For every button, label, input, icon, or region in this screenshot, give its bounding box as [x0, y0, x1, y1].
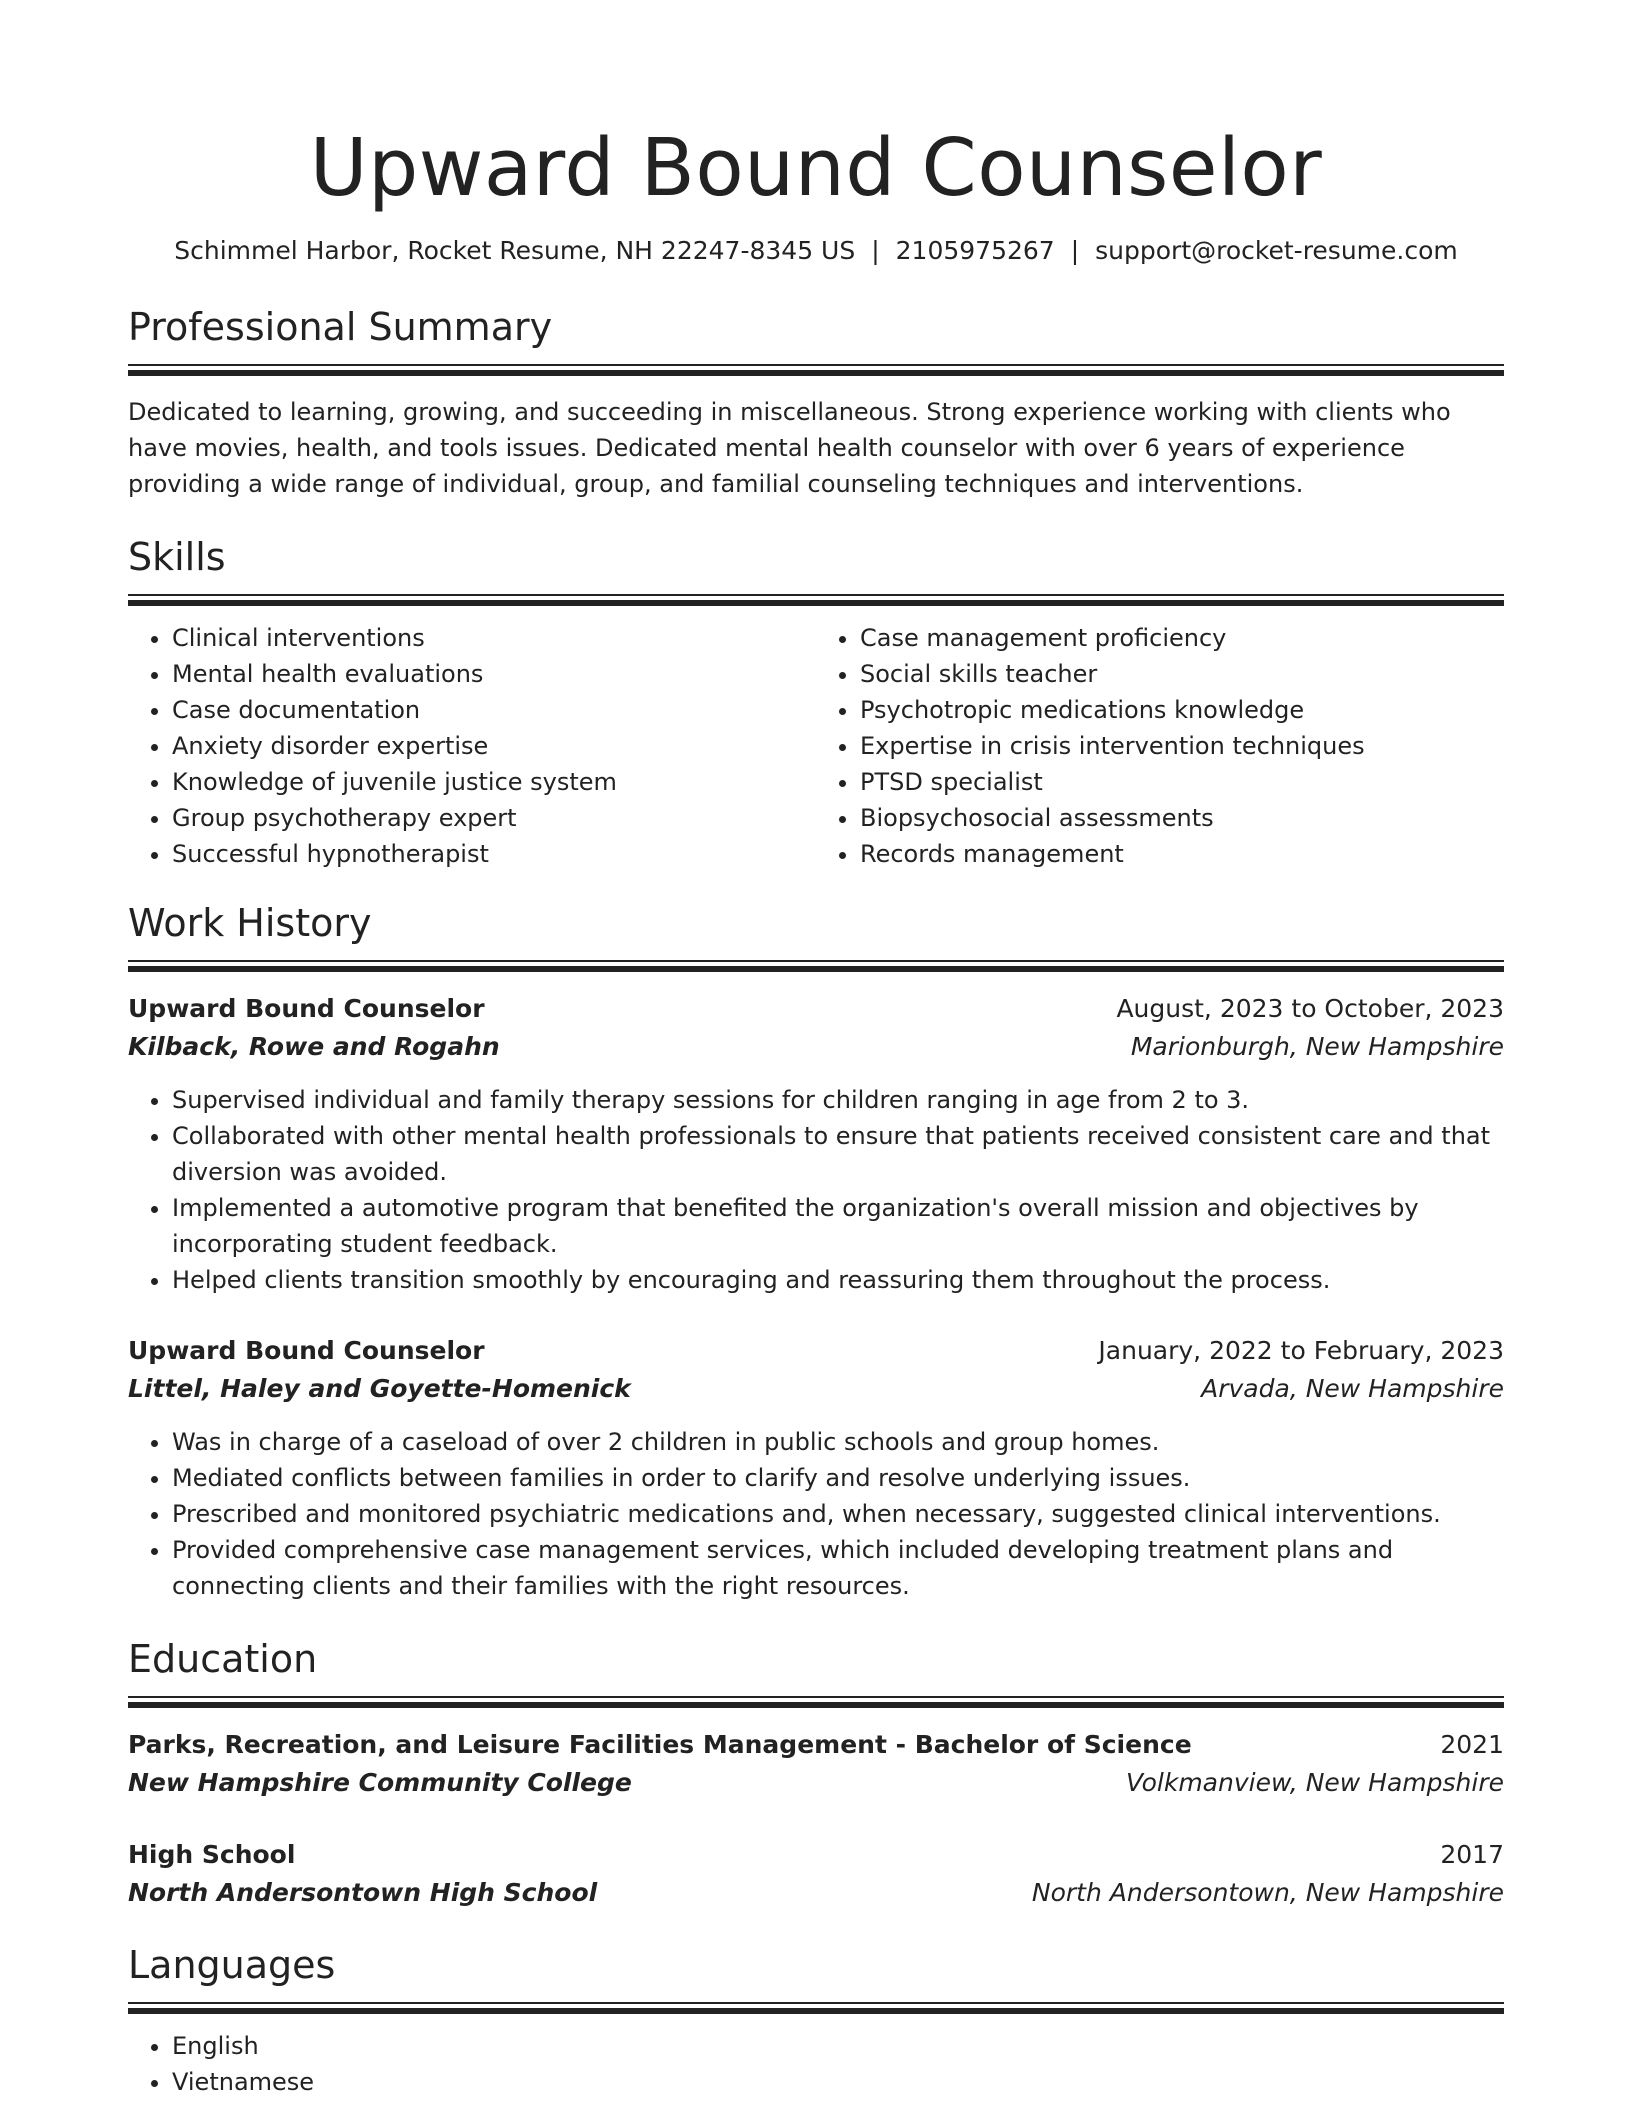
- job-bullet: • Supervised individual and family therapy sessions for children ranging in age from 2 to 3.: [172, 1082, 1504, 1118]
- job-bullet: • Implemented a automotive program that benefited the organization's overall mission and objectives by incorporating student feedback.: [172, 1190, 1504, 1262]
- summary-section: [128, 302, 1504, 502]
- job-bullet: • Prescribed and monitored psychiatric medications and, when necessary, suggested clinical interventions.: [172, 1496, 1504, 1532]
- skill-item: • Records management: [860, 836, 1504, 872]
- job-title: Upward Bound Counselor: [128, 994, 485, 1023]
- skill-item: • PTSD specialist: [860, 764, 1504, 800]
- skill-item: • Psychotropic medications knowledge: [860, 692, 1504, 728]
- job-bullets: [128, 1424, 1504, 1604]
- skills-grid: [128, 620, 1504, 872]
- job-location: Marionburgh, New Hampshire: [1130, 1032, 1504, 1061]
- resume-page: [128, 0, 1504, 2100]
- section-title: Skills: [128, 535, 226, 579]
- contact-address: Schimmel Harbor, Rocket Resume, NH 22247-8345 US: [174, 236, 856, 265]
- education-location: North Andersontown, New Hampshire: [1031, 1878, 1504, 1907]
- languages-section: [128, 1940, 1504, 2100]
- job-bullet: • Collaborated with other mental health professionals to ensure that patients received consistent care and that diversion was avoided.: [172, 1118, 1504, 1190]
- education-section: [128, 1634, 1504, 1912]
- section-divider: [128, 960, 1504, 972]
- job-bullet: • Was in charge of a caseload of over 2 children in public schools and group homes.: [172, 1424, 1504, 1460]
- education-entry-header: [128, 1836, 1504, 1874]
- job-location: Arvada, New Hampshire: [1201, 1374, 1504, 1403]
- resume-name: Upward Bound Counselor: [309, 122, 1323, 214]
- section-title: Education: [128, 1637, 318, 1681]
- skill-item: • Mental health evaluations: [172, 656, 816, 692]
- job-bullet: • Provided comprehensive case management services, which included developing treatment plans and connecting clients and their families with the right resources.: [172, 1532, 1504, 1604]
- work-entry: [128, 990, 1504, 1298]
- language-item: • Vietnamese: [172, 2064, 1504, 2100]
- language-item: • English: [172, 2028, 1504, 2064]
- skill-item: • Biopsychosocial assessments: [860, 800, 1504, 836]
- contact-phone: 2105975267: [895, 236, 1055, 265]
- section-divider: [128, 2002, 1504, 2014]
- skill-item: • Expertise in crisis intervention techniques: [860, 728, 1504, 764]
- section-title: Professional Summary: [128, 305, 553, 349]
- work-entry-subheader: [128, 1028, 1504, 1066]
- section-title: Work History: [128, 901, 372, 945]
- skill-item: • Case management proficiency: [860, 620, 1504, 656]
- job-bullets: [128, 1082, 1504, 1298]
- job-company: Littel, Haley and Goyette-Homenick: [128, 1374, 631, 1403]
- skill-item: • Successful hypnotherapist: [172, 836, 816, 872]
- education-location: Volkmanview, New Hampshire: [1125, 1768, 1504, 1797]
- section-title: Languages: [128, 1943, 336, 1987]
- skill-item: • Knowledge of juvenile justice system: [172, 764, 816, 800]
- skill-item: • Social skills teacher: [860, 656, 1504, 692]
- education-entry: [128, 1726, 1504, 1802]
- skill-item: • Case documentation: [172, 692, 816, 728]
- job-bullet: • Mediated conflicts between families in order to clarify and resolve underlying issues.: [172, 1460, 1504, 1496]
- education-entry-subheader: [128, 1874, 1504, 1912]
- languages-list: [128, 2028, 1504, 2100]
- contact-line: [128, 234, 1504, 268]
- skill-item: • Clinical interventions: [172, 620, 816, 656]
- skills-list: [128, 620, 816, 872]
- skills-column-left: [128, 620, 816, 872]
- education-school: New Hampshire Community College: [128, 1768, 632, 1797]
- job-company: Kilback, Rowe and Rogahn: [128, 1032, 500, 1061]
- job-dates: August, 2023 to October, 2023: [1116, 994, 1504, 1023]
- work-entry-header: [128, 990, 1504, 1028]
- section-divider: [128, 1696, 1504, 1708]
- skills-list: [816, 620, 1504, 872]
- skills-section: [128, 532, 1504, 872]
- education-entry-header: [128, 1726, 1504, 1764]
- section-divider: [128, 594, 1504, 606]
- education-degree: Parks, Recreation, and Leisure Facilities Management - Bachelor of Science: [128, 1730, 1192, 1759]
- education-degree: High School: [128, 1840, 296, 1869]
- skill-item: • Group psychotherapy expert: [172, 800, 816, 836]
- section-divider: [128, 364, 1504, 376]
- education-year: 2017: [1440, 1840, 1504, 1869]
- education-school: North Andersontown High School: [128, 1878, 598, 1907]
- work-entry: [128, 1332, 1504, 1604]
- skills-column-right: [816, 620, 1504, 872]
- work-entry-header: [128, 1332, 1504, 1370]
- skill-item: • Anxiety disorder expertise: [172, 728, 816, 764]
- summary-text: Dedicated to learning, growing, and succeeding in miscellaneous. Strong experience working with clients who have movies, health, and tools issues. Dedicated mental health counselor with over 6 years of experience providing a wide range of individual, group, and familial counseling techniques and interventions.: [128, 398, 1451, 498]
- contact-separator: |: [1070, 236, 1080, 265]
- job-title: Upward Bound Counselor: [128, 1336, 485, 1365]
- education-year: 2021: [1440, 1730, 1504, 1759]
- education-entry-subheader: [128, 1764, 1504, 1802]
- work-entry-subheader: [128, 1370, 1504, 1408]
- contact-email: support@rocket-resume.com: [1095, 236, 1458, 265]
- job-dates: January, 2022 to February, 2023: [1098, 1336, 1504, 1365]
- job-bullet: • Helped clients transition smoothly by encouraging and reassuring them throughout the process.: [172, 1262, 1504, 1298]
- work-history-section: [128, 898, 1504, 1604]
- contact-separator: |: [871, 236, 880, 265]
- education-entry: [128, 1836, 1504, 1912]
